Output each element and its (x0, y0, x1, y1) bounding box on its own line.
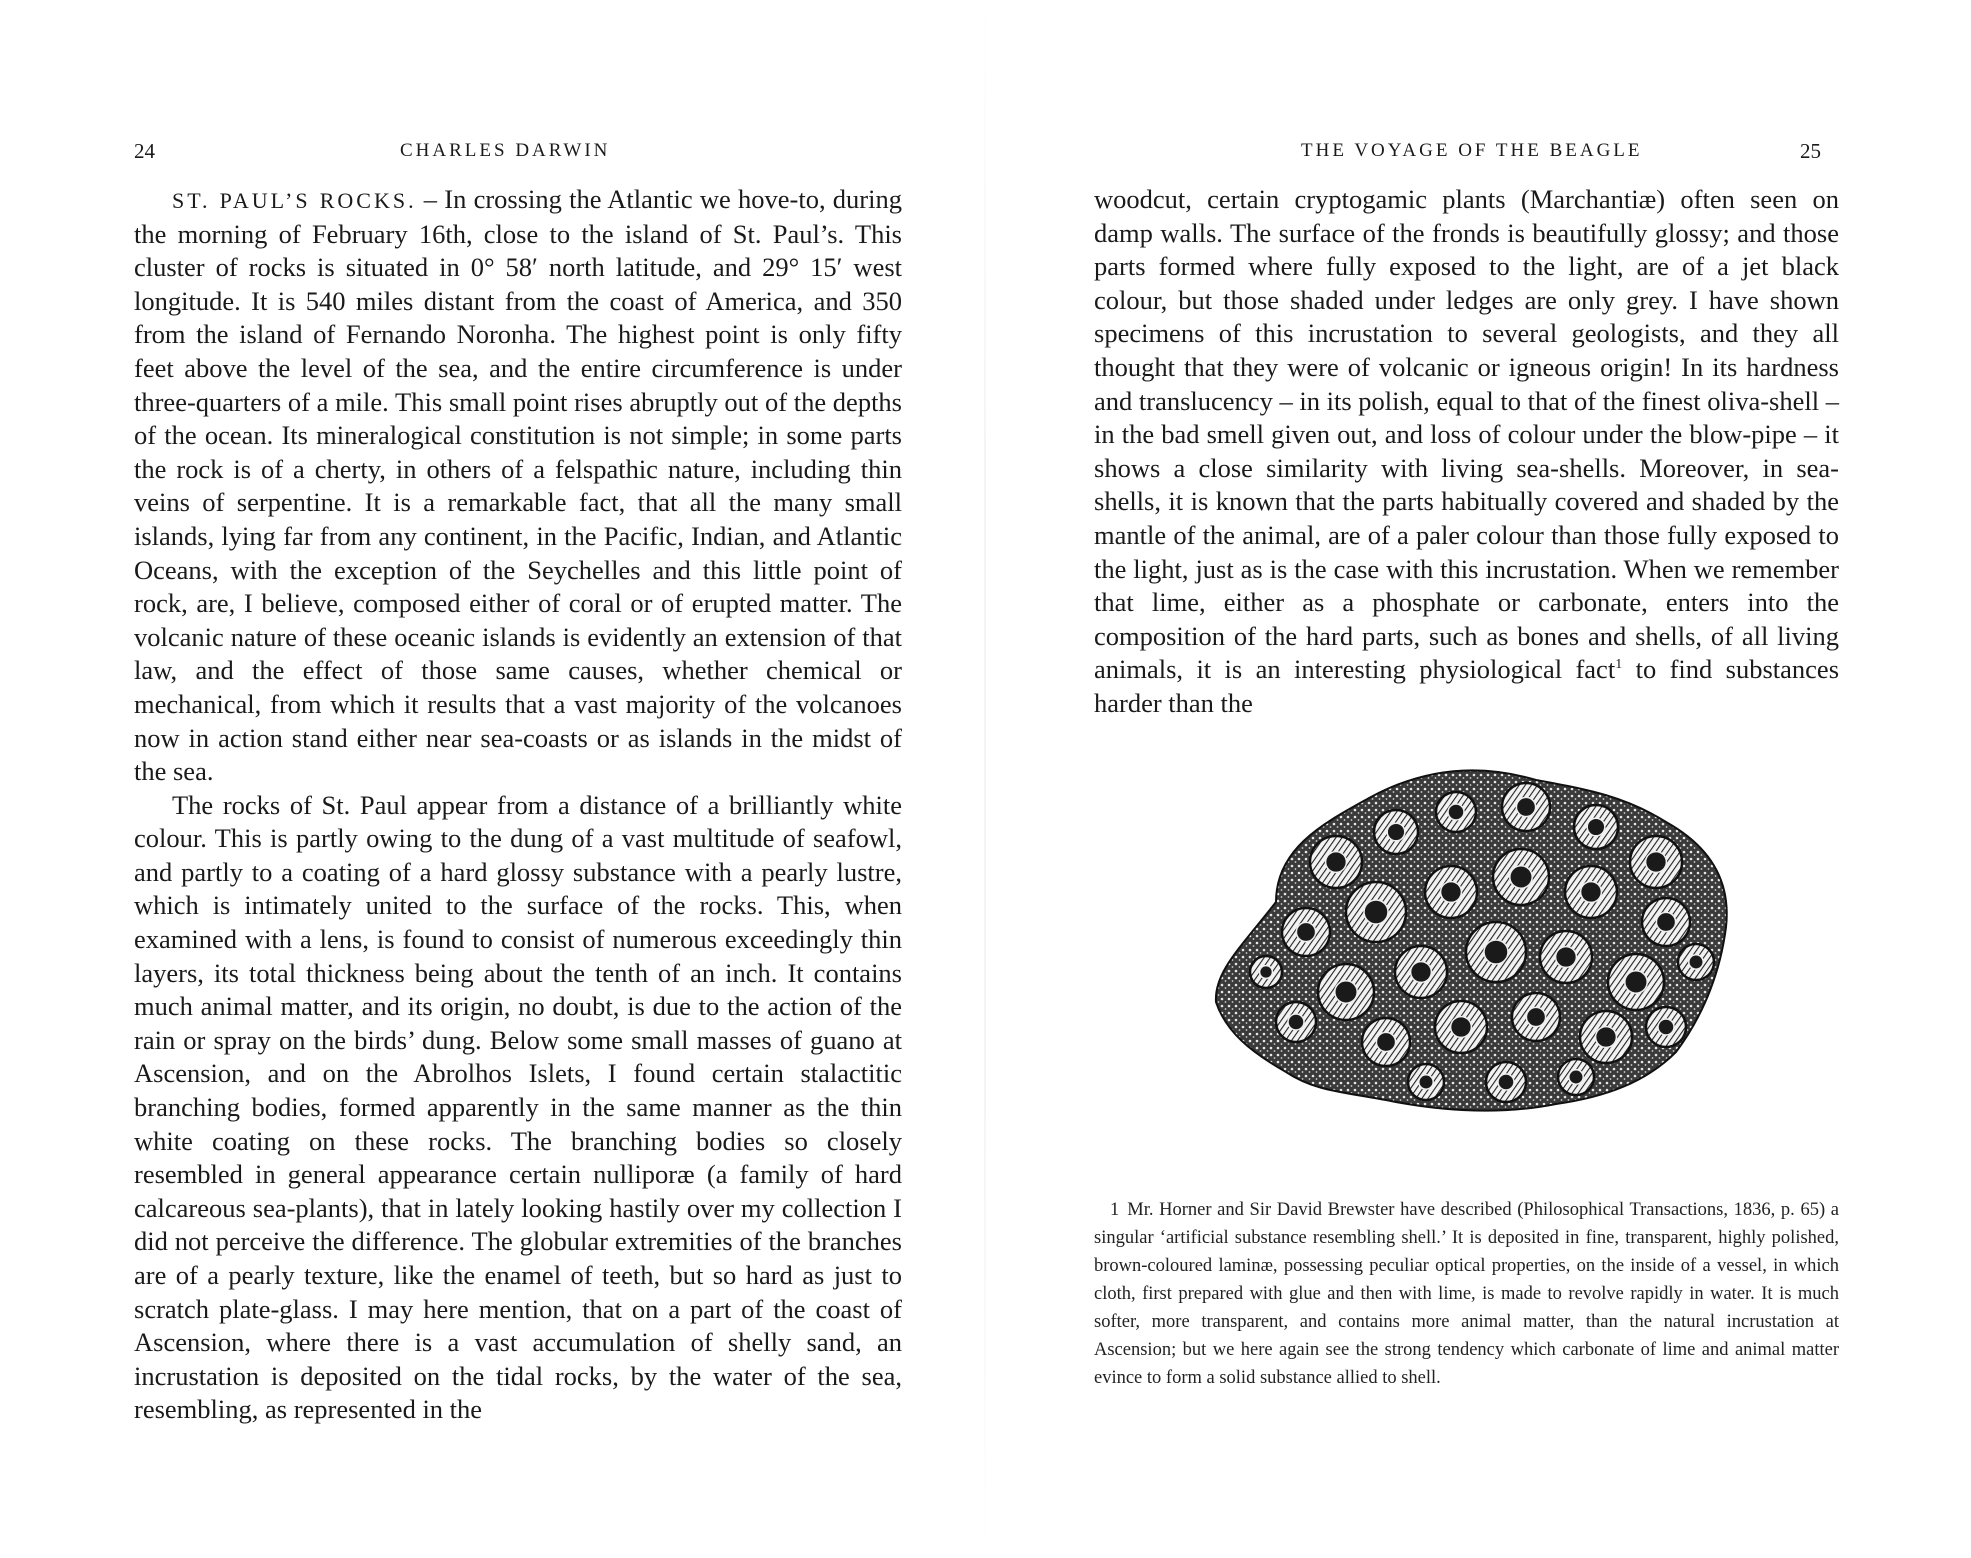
polyp-center (1526, 1007, 1545, 1026)
polyp-center (1387, 823, 1405, 841)
polyp-center (1658, 1019, 1674, 1035)
footnote-marker: 1 (1615, 657, 1623, 673)
polyp-center (1689, 955, 1703, 969)
paragraph-text: woodcut, certain cryptogamic plants (Marchantiæ) often seen on damp walls. The surface of the fronds is beautifully glossy; and those parts formed where fully exposed to the light, are of a jet black colour, but those shaded under ledges are only grey. I have shown specimens of this incrustation to several geologists, and they all thought that they were of volcanic or igneous origin! In its hardness and translucency – in its polish, equal to that of the finest oliva-shell – in the bad smell given out, and loss of colour under the blow-pipe – it shows a close similarity with living sea-shells. Moreover, in sea-shells, it is known that the parts habitually covered and shaded by the mantle of the animal, are of a paler colour than those fully exposed to the light, just as is the case with this incrustation. When we remember that lime, either as a phosphate or carbonate, enters into the composition of the hard parts, such as bones and shells, of all living animals, it is an interesting physiological fact (1094, 184, 1839, 685)
polyp-center (1441, 882, 1462, 903)
polyp-center (1625, 971, 1647, 993)
page-number-left: 24 (134, 139, 155, 163)
running-head-left: CHARLES DARWIN (400, 140, 611, 161)
polyp-center (1260, 966, 1273, 979)
polyp-center (1498, 1074, 1514, 1090)
polyp-center (1556, 947, 1577, 968)
coral-incrustation-woodcut-icon (1206, 752, 1740, 1126)
polyp-center (1419, 1075, 1433, 1089)
footnote-number: 1 (1110, 1200, 1120, 1220)
left-page (0, 0, 985, 1558)
polyp-center (1448, 804, 1464, 820)
polyp-center (1646, 852, 1667, 873)
footnote-text: Mr. Horner and Sir David Brewster have described (Philosophical Transactions, 1836, p. 65) a singular ‘artificial substance resembling shell.’ It is deposited in fine, transparent, highly polished, brown-coloured laminæ, possessing peculiar optical properties, on the inside of a vessel, in which cloth, first prepared with glue and then with lime, is made to revolve rapidly in water. It is much softer, more transparent, and contains more animal matter, than the natural incrustation at Ascension; but we here again see the strong tendency which carbonate of lime and animal matter evince to form a solid substance allied to shell. (1094, 1200, 1839, 1388)
polyp-center (1516, 797, 1535, 816)
polyp-center (1296, 922, 1315, 941)
right-page (985, 0, 1971, 1558)
polyp-center (1288, 1014, 1304, 1030)
paragraph-text: – In crossing the Atlantic we hove-to, during the morning of February 16th, close to the island of St. Paul’s. This cluster of rocks is situated in 0° 58′ north latitude, and 29° 15′ west longitude. It is 540 miles distant from the coast of America, and 350 from the island of Fernando Noronha. The highest point is only fifty feet above the level of the sea, and the entire circumference is under three-quarters of a mile. This small point rises abruptly out of the depths of the ocean. Its mineralogical constitution is not simple; in some parts the rock is of a cherty, in others of a felspathic nature, including thin veins of serpentine. It is a remarkable fact, that all the many small islands, lying far from any continent, in the Pacific, Indian, and Atlantic Oceans, with the exception of the Seychelles and this little point of rock, are, I believe, composed either of coral or of erupted matter. The volcanic nature of these oceanic islands is evidently an extension of that law, and the effect of those same causes, whether chemical or mechanical, from which it results that a vast majority of the volcanoes now in action stand either near sea-coasts or as islands in the midst of the sea. (134, 184, 902, 787)
polyp-center (1656, 912, 1675, 931)
polyp-center (1376, 1032, 1395, 1051)
polyp-center (1451, 1017, 1472, 1038)
paragraph-rocks-of-st-paul: The rocks of St. Paul appear from a distance of a brilliantly white colour. This is partly owing to the dung of a vast multitude of seafowl, and partly to a coating of a hard glossy substance with a pearly lustre, which is intimately united to the surface of the rocks. This, when examined with a lens, is found to consist of numerous exceedingly thin layers, its total thickness being about the tenth of an inch. It contains much animal matter, and its origin, no doubt, is due to the action of the rain or spray on the birds’ dung. Below some small masses of guano at Ascension, and on the Abrolhos Islets, I found certain stalactitic branching bodies, formed apparently in the same manner as the thin white coating on these rocks. The branching bodies so closely resembled in general appearance certain nulliporæ (a family of hard calcareous sea-plants), that in lately looking hastily over my collection I did not perceive the difference. The globular extremities of the branches are of a pearly texture, like the enamel of teeth, but so hard as just to scratch plate-glass. I may here mention, that on a part of the coast of Ascension, where there is a vast accumulation of shelly sand, an incrustation is deposited on the tidal rocks, by the water of the sea, resembling, as represented in the (134, 789, 902, 1425)
polyp-center (1364, 900, 1388, 924)
paragraph-continued (1094, 183, 1839, 721)
polyp-center (1569, 1070, 1583, 1084)
polyp-center (1326, 852, 1347, 873)
page-number-right: 25 (1800, 139, 1821, 163)
polyp-center (1581, 882, 1602, 903)
polyp-center (1411, 962, 1432, 983)
section-heading: ST. PAUL’S ROCKS. (172, 188, 417, 213)
paragraph-text-end: to find substances harder than the (1094, 654, 1840, 718)
polyp-center (1587, 818, 1605, 836)
left-page-body (134, 183, 902, 1427)
polyp-center (1510, 866, 1532, 888)
polyp-center (1596, 1027, 1617, 1048)
paragraph-st-pauls-rocks (134, 183, 902, 789)
running-head-right: THE VOYAGE OF THE BEAGLE (1301, 140, 1643, 161)
footnote (1094, 1196, 1839, 1392)
polyp-center (1335, 981, 1357, 1003)
right-page-body (1094, 183, 1839, 721)
polyp-center (1484, 940, 1508, 964)
